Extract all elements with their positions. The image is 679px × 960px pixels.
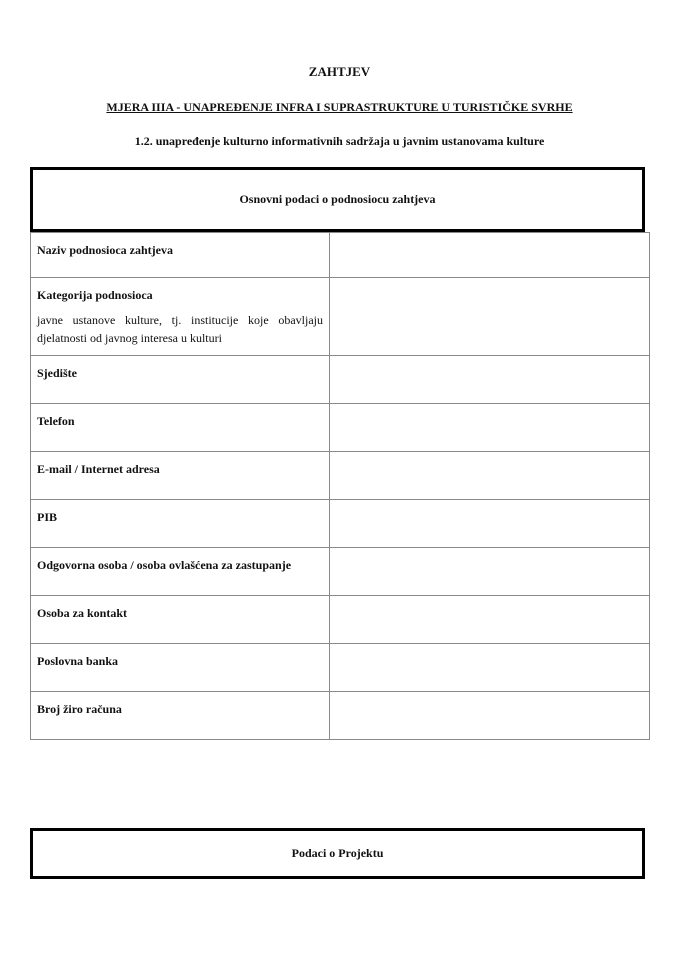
seat-label: Sjedište	[31, 356, 330, 404]
email-label: E-mail / Internet adresa	[31, 452, 330, 500]
table-row	[31, 356, 650, 404]
account-number-label: Broj žiro računa	[31, 692, 330, 740]
phone-label: Telefon	[31, 404, 330, 452]
contact-person-field[interactable]	[330, 596, 650, 644]
responsible-person-field[interactable]	[330, 548, 650, 596]
pib-label: PIB	[31, 500, 330, 548]
applicant-name-field[interactable]	[330, 233, 650, 278]
responsible-person-label: Odgovorna osoba / osoba ovlašćena za zastupanje	[31, 548, 330, 596]
seat-field[interactable]	[330, 356, 650, 404]
submeasure-title: 1.2. unapređenje kulturno informativnih sadržaja u javnim ustanovama kulture	[134, 134, 545, 148]
phone-field[interactable]	[330, 404, 650, 452]
applicant-section-header	[30, 167, 645, 232]
applicant-section-title: Osnovni podaci o podnosiocu zahtjeva	[239, 192, 436, 206]
applicant-category-label: Kategorija podnosioca	[37, 288, 153, 302]
table-row	[31, 692, 650, 740]
table-row	[31, 644, 650, 692]
table-row	[31, 548, 650, 596]
table-row	[31, 452, 650, 500]
applicant-category-field[interactable]	[330, 278, 650, 356]
applicant-category-cell	[31, 278, 330, 356]
table-row	[31, 233, 650, 278]
bank-label: Poslovna banka	[31, 644, 330, 692]
measure-title: MJERA IIIA - UNAPREĐENJE INFRA I SUPRASTRUKTURE U TURISTIČKE SVRHE	[106, 100, 573, 114]
document-title: ZAHTJEV	[308, 64, 371, 79]
table-row	[31, 596, 650, 644]
contact-person-label: Osoba za kontakt	[31, 596, 330, 644]
project-section-title: Podaci o Projektu	[291, 846, 384, 860]
table-row	[31, 500, 650, 548]
account-number-field[interactable]	[330, 692, 650, 740]
email-field[interactable]	[330, 452, 650, 500]
bank-field[interactable]	[330, 644, 650, 692]
applicant-form-table	[30, 232, 650, 740]
pib-field[interactable]	[330, 500, 650, 548]
applicant-category-note: javne ustanove kulture, tj. institucije koje obavljaju djelatnosti od javnog interesa u kulturi	[37, 313, 323, 345]
applicant-name-label: Naziv podnosioca zahtjeva	[31, 233, 330, 278]
project-section-header	[30, 828, 645, 879]
table-row	[31, 278, 650, 356]
table-row	[31, 404, 650, 452]
